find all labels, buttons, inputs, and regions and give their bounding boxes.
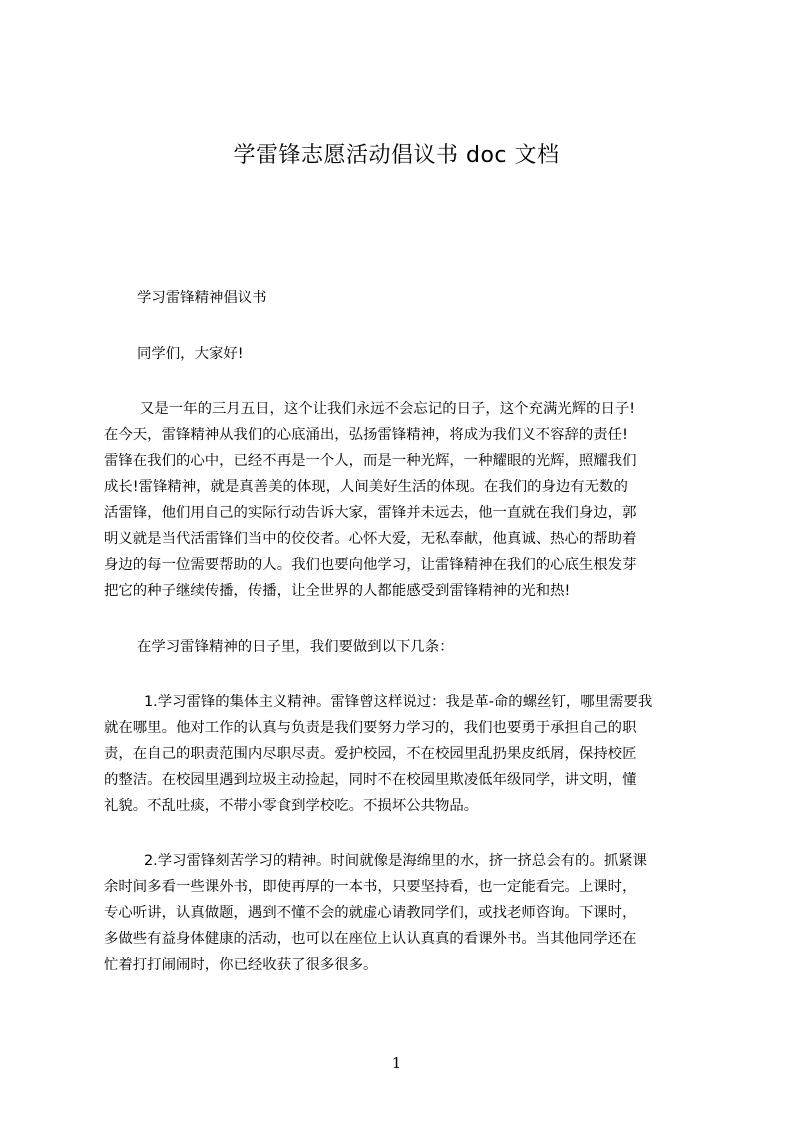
paragraph-1-line: 又是一年的三月五日，这个让我们永远不会忘记的日子，这个充满光辉的日子! (140, 401, 636, 417)
paragraph-3-line: 忙着打打闹闹时，你已经收获了很多很多。 (104, 957, 378, 973)
paragraph-1-line: 身边的每一位需要帮助的人。我们也要向他学习，让雷锋精神在我们的心底生根发芽 (104, 557, 637, 573)
paragraph-1-line: 成长!雷锋精神，就是真善美的体现，人间美好生活的体现。在我们的身边有无数的 (104, 479, 628, 495)
paragraph-1-line: 活雷锋，他们用自己的实际行动告诉大家，雷锋并未远去，他一直就在我们身边，郭 (104, 505, 637, 521)
paragraph-2-line: 就在哪里。他对工作的认真与负责是我们要努力学习的，我们也要勇于承担自己的职 (104, 720, 637, 736)
paragraph-1-line: 把它的种子继续传播，传播，让全世界的人都能感受到雷锋精神的光和热! (104, 583, 571, 599)
document-title: 学雷锋志愿活动倡议书 doc 文档 (233, 143, 560, 168)
paragraph-2-line: 责，在自己的职责范围内尽职尽责。爱护校园，不在校园里乱扔果皮纸屑，保持校匠 (104, 746, 637, 762)
paragraph-3-line: 多做些有益身体健康的活动，也可以在座位上认认真真的看课外书。当其他同学还在 (104, 931, 637, 947)
paragraph-1-line: 在今天，雷锋精神从我们的心底涌出，弘扬雷锋精神，将成为我们义不容辞的责任! (104, 427, 628, 443)
paragraph-3-line: 余时间多看一些课外书，即使再厚的一本书，只要坚持看，也一定能看完。上课时， (104, 879, 637, 895)
paragraph-2-line: 1.学习雷锋的集体主义精神。雷锋曾这样说过：我是革-命的螺丝钉，哪里需要我 (144, 694, 653, 710)
paragraph-3-line: 2.学习雷锋刻苦学习的精神。时间就像是海绵里的水，挤一挤总会有的。抓紧课 (144, 853, 648, 869)
paragraph-2-line: 的整洁。在校园里遇到垃圾主动捡起，同时不在校园里欺凌低年级同学，讲文明，懂 (104, 772, 637, 788)
paragraph-1-line: 明义就是当代活雷锋们当中的佼佼者。心怀大爱，无私奉献，他真诚、热心的帮助着 (104, 531, 637, 547)
paragraph-1-line: 雷锋在我们的心中，已经不再是一个人，而是一种光辉，一种耀眼的光辉，照耀我们 (104, 453, 637, 469)
paragraph-2-line: 礼貌。不乱吐痰，不带小零食到学校吃。不损坏公共物品。 (104, 798, 479, 814)
list-intro: 在学习雷锋精神的日子里，我们要做到以下几条： (137, 639, 454, 655)
greeting: 同学们，大家好! (137, 346, 244, 362)
section-heading: 学习雷锋精神倡议书 (137, 290, 267, 306)
page-number: 1 (391, 1054, 402, 1072)
paragraph-3-line: 专心听讲，认真做题，遇到不懂不会的就虚心请教同学们，或找老师咨询。下课时， (104, 905, 637, 921)
